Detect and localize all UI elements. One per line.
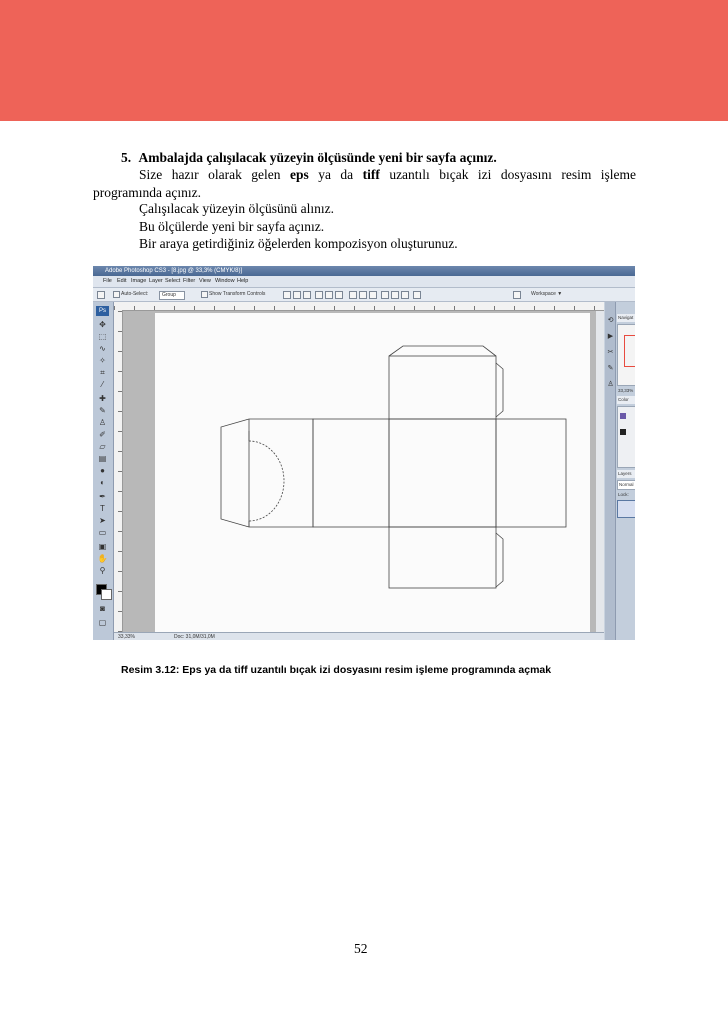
dodge-tool-icon[interactable]: ◐ <box>100 478 105 487</box>
menu-select[interactable]: Select <box>165 278 181 284</box>
distribute-right-icon[interactable] <box>401 291 409 299</box>
vertical-scrollbar[interactable] <box>596 311 604 632</box>
vertical-ruler <box>114 310 123 632</box>
collapsed-panel-icons <box>605 302 616 640</box>
bullet-3: Bir araya getirdiğiniz öğelerden kompozisyon oluşturunuz. <box>139 236 458 251</box>
para-text-3: uzantılı bıçak izi dosyasını resim işleme <box>389 167 637 182</box>
distribute-top-icon[interactable] <box>349 291 357 299</box>
menu-layer[interactable]: Layer <box>149 278 163 284</box>
workspace-menu[interactable]: Workspace ▼ <box>531 291 563 297</box>
distribute-left-icon[interactable] <box>381 291 389 299</box>
hand-tool-icon[interactable]: ✋ <box>97 554 108 563</box>
lock-label: Lock: <box>618 492 629 497</box>
auto-select-label: Auto-Select: <box>121 291 149 297</box>
photoshop-screenshot <box>93 266 635 640</box>
eyedropper-icon[interactable]: ⁄ <box>101 380 104 389</box>
navigator-tab-label: Navigat <box>618 315 634 320</box>
instruction-paragraph-line2: programında açınız. <box>93 185 201 200</box>
blend-mode-select[interactable] <box>617 480 635 490</box>
align-left-icon[interactable] <box>315 291 323 299</box>
para-text-1: Size hazır olarak gelen <box>139 167 281 182</box>
blend-mode-value: Normal <box>619 482 634 487</box>
distribute-hcenter-icon[interactable] <box>391 291 399 299</box>
box-panel-top <box>389 356 496 419</box>
navigator-view-box[interactable] <box>624 335 635 367</box>
zoom-tool-icon[interactable]: ⚲ <box>99 566 106 575</box>
swatch-black[interactable] <box>620 429 626 435</box>
quick-mask-icon[interactable]: ◙ <box>100 604 105 613</box>
brushes-icon[interactable]: ✎ <box>607 365 614 372</box>
bullet-2: Bu ölçülerde yeni bir sayfa açınız. <box>139 219 325 234</box>
healing-brush-icon[interactable]: ✚ <box>99 394 106 403</box>
menu-view[interactable]: View <box>199 278 211 284</box>
lasso-tool-icon[interactable]: ∿ <box>99 344 106 353</box>
marquee-tool-icon[interactable]: ⬚ <box>98 332 107 341</box>
eraser-icon[interactable]: ▱ <box>99 442 106 451</box>
menu-edit[interactable]: Edit <box>117 278 127 284</box>
align-bottom-icon[interactable] <box>303 291 311 299</box>
path-selection-icon[interactable]: ➤ <box>99 516 106 525</box>
step-number: 5. <box>121 150 132 165</box>
move-tool-icon[interactable]: ✥ <box>99 320 106 329</box>
navigator-tab[interactable] <box>617 314 635 322</box>
tools-panel <box>93 302 114 640</box>
options-bar <box>93 288 635 302</box>
auto-select-checkbox[interactable] <box>113 291 120 298</box>
align-right-icon[interactable] <box>335 291 343 299</box>
distribute-bottom-icon[interactable] <box>369 291 377 299</box>
show-transform-label: Show Transform Controls <box>209 291 266 297</box>
zoom-level[interactable]: 33,33% <box>118 634 135 640</box>
bridge-icon[interactable] <box>513 291 521 299</box>
distribute-vcenter-icon[interactable] <box>359 291 367 299</box>
document-window <box>123 311 596 632</box>
align-top-icon[interactable] <box>283 291 291 299</box>
layer-row[interactable] <box>617 500 635 518</box>
pen-tool-icon[interactable]: ✒ <box>99 492 106 501</box>
header-band <box>0 0 728 121</box>
align-vcenter-icon[interactable] <box>293 291 301 299</box>
swatch-purple[interactable] <box>620 413 626 419</box>
auto-align-icon[interactable] <box>413 291 421 299</box>
page-number: 52 <box>354 941 368 956</box>
figure-caption: Resim 3.12: Eps ya da tiff uzantılı bıçak izi dosyasını resim işleme programında açmak <box>121 664 552 676</box>
menu-bar <box>93 276 635 288</box>
layers-tab[interactable] <box>617 470 635 478</box>
step-title: Ambalajda çalışılacak yüzeyin ölçüsünde yeni bir sayfa açınız. <box>138 150 497 165</box>
status-bar <box>114 632 604 640</box>
window-title-bar <box>93 266 635 276</box>
window-title: Adobe Photoshop CS3 - [8.jpg @ 33,3% (CMYK/8)] <box>105 268 243 274</box>
actions-icon[interactable]: ▶ <box>607 333 614 340</box>
tool-presets-icon[interactable]: ✂ <box>607 349 614 356</box>
blur-tool-icon[interactable]: ● <box>100 466 105 475</box>
crop-tool-icon[interactable]: ⌗ <box>100 368 105 377</box>
brush-icon[interactable]: ✎ <box>99 406 106 415</box>
screen-mode-icon[interactable]: ▢ <box>98 618 107 627</box>
top-lid-flap <box>389 346 496 356</box>
end-panel <box>249 419 313 527</box>
layers-tab-label: Layers <box>618 471 632 476</box>
instruction-paragraph-line1 <box>139 166 636 184</box>
die-line-drawing <box>155 313 590 632</box>
clone-source-icon[interactable]: ♙ <box>607 381 614 388</box>
history-brush-icon[interactable]: ✐ <box>99 430 106 439</box>
box-panel-front <box>389 419 496 527</box>
box-panel-right <box>496 419 566 527</box>
color-tab[interactable] <box>617 396 635 404</box>
shape-tool-icon[interactable]: ▭ <box>98 528 107 537</box>
para-bold-eps: eps <box>290 167 309 182</box>
menu-window[interactable]: Window <box>215 278 235 284</box>
para-text-2: ya da <box>318 167 354 182</box>
navigator-preview <box>617 324 635 386</box>
menu-image[interactable]: Image <box>131 278 147 284</box>
menu-file[interactable]: File <box>103 278 112 284</box>
side-flap-top <box>496 363 503 417</box>
move-tool-preset-icon[interactable] <box>97 291 105 299</box>
menu-help[interactable]: Help <box>237 278 249 284</box>
color-tab-label: Color <box>618 397 629 402</box>
document-canvas[interactable] <box>155 313 590 632</box>
hang-tab-curve <box>249 441 284 521</box>
history-icon[interactable]: ⟲ <box>607 317 614 324</box>
notes-tool-icon[interactable]: ▣ <box>98 542 107 551</box>
color-swatches-panel <box>617 406 635 468</box>
step-heading <box>121 149 497 167</box>
horizontal-ruler <box>114 302 604 311</box>
clone-stamp-icon[interactable]: ♙ <box>98 418 107 427</box>
background-color-swatch[interactable] <box>101 589 112 600</box>
auto-select-dropdown[interactable]: Group <box>159 291 185 300</box>
magic-wand-icon[interactable]: ✧ <box>99 356 106 365</box>
type-tool-icon[interactable]: T <box>100 504 105 513</box>
menu-filter[interactable]: Filter <box>183 278 196 284</box>
glue-flap <box>221 419 249 527</box>
navigator-zoom[interactable]: 33,33% <box>618 388 634 393</box>
box-panel-bottom <box>389 527 496 588</box>
bullet-1: Çalışılacak yüzeyin ölçüsünü alınız. <box>139 201 334 216</box>
ps-logo: Ps <box>96 306 109 316</box>
para-bold-tiff: tiff <box>362 167 380 182</box>
gradient-tool-icon[interactable]: ▤ <box>98 454 107 463</box>
side-flap-bottom <box>496 533 503 587</box>
align-hcenter-icon[interactable] <box>325 291 333 299</box>
show-transform-checkbox[interactable] <box>201 291 208 298</box>
box-panel-left <box>313 419 389 527</box>
doc-size: Doc: 31,0M/31,0M <box>174 634 215 640</box>
